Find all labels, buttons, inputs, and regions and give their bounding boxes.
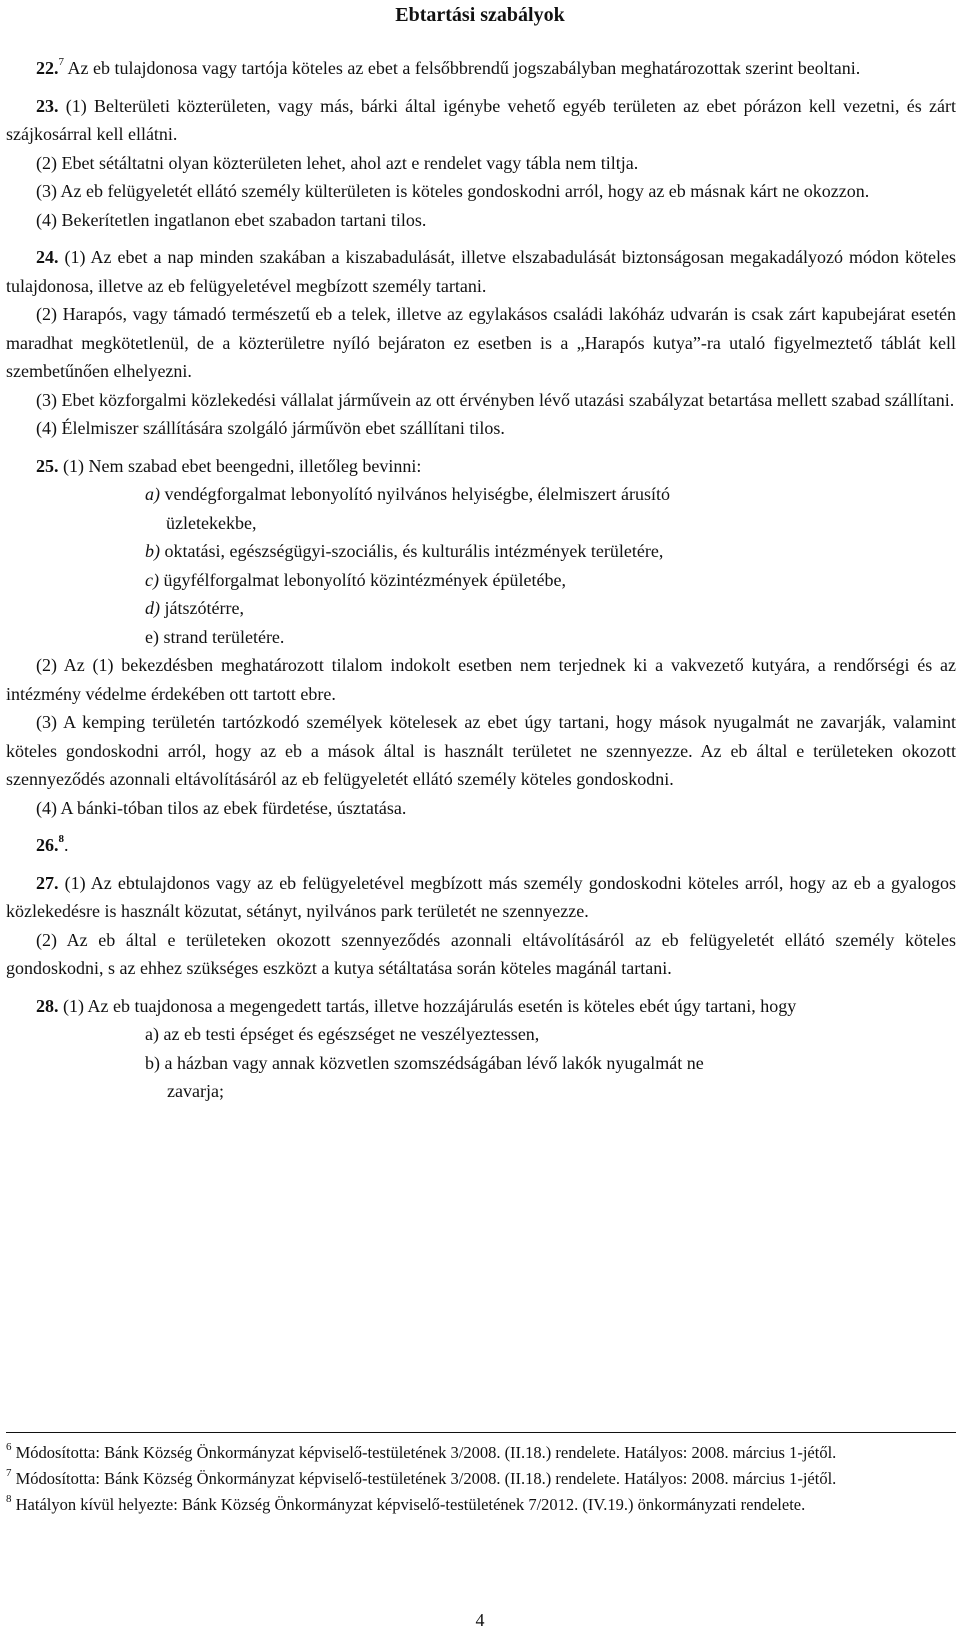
footnotes bbox=[6, 1442, 956, 1520]
paragraph: (3) A kemping területén tartózkodó személyek kötelesek az ebet úgy tartani, hogy mások nyugalmát ne zavarják, valamint köteles gondoskodni arról, hogy az eb a mások által is használt területet ne szennyezze. Az eb által e területeken okozott szennyeződés azonnali eltávolításáról az eb felügyeletét ellátó személy köteles gondoskodni. bbox=[6, 712, 956, 789]
list-text: vendégforgalmat lebonyolító nyilvános helyiségbe, élelmiszert árusító bbox=[160, 484, 671, 504]
paragraph: (3) Az eb felügyeletét ellátó személy külterületen is köteles gondoskodni arról, hogy az eb másnak kárt ne okozzon. bbox=[36, 181, 870, 201]
paragraph-text: (2) Az (1) bekezdésben meghatározott tilalom indokolt esetben nem terjednek ki a vakvezető kutyára, a rendőrségi és az intézmény védelme érdekében ott tartott ebre. bbox=[6, 655, 956, 704]
section-number: 27. bbox=[36, 872, 59, 893]
list-text: ügyfélforgalmat lebonyolító közintézmények épületébe, bbox=[158, 569, 567, 590]
section-number: 28. bbox=[36, 995, 59, 1016]
list-item bbox=[6, 537, 956, 566]
section-number: 25. bbox=[36, 455, 59, 476]
list-text-continuation: üzletekekbe, bbox=[166, 512, 257, 533]
list-letter: e) bbox=[145, 626, 159, 647]
footnote-separator bbox=[6, 1432, 956, 1433]
list-letter: c) bbox=[145, 569, 159, 590]
section-number: 23. bbox=[36, 95, 59, 116]
paragraph: (3) Ebet közforgalmi közlekedési vállalat járművein az ott érvényben lévő utazási szabályzat betartása mellett szabad szállítani. bbox=[36, 389, 955, 410]
page-title: Ebtartási szabályok bbox=[395, 4, 565, 26]
paragraph: (2) Harapós, vagy támadó természetű eb a telek, illetve az egylakásos családi lakóház udvarán is csak zárt kapubejárat esetén maradhat megkötetlenül, de a közterületre nyíló bejáraton ez esetben is a „Harapós kutya”-ra utaló figyelmeztető táblát kell szembetűnően elhelyezni. bbox=[6, 304, 956, 381]
paragraph-text: (1) Nem szabad ebet beengedni, illetőleg bevinni: bbox=[58, 455, 422, 476]
list-item bbox=[6, 1020, 956, 1049]
footnote-number: 6 bbox=[6, 1441, 12, 1453]
section-25 bbox=[6, 452, 956, 481]
footnote-text: Módosította: Bánk Község Önkormányzat képviselő-testületének 3/2008. (II.18.) rendelete. Hatályos: 2008. március 1-jétől. bbox=[11, 1443, 837, 1462]
paragraph-text: (1) Az ebtulajdonos vagy az eb felügyeletével megbízott más személy gondoskodni köteles arról, hogy az eb a gyalogos közlekedésre is használt közutat, sétányt, nyilvános park területét ne szennyezze. bbox=[6, 872, 956, 921]
list-text: játszótérre, bbox=[160, 598, 244, 618]
list-text: oktatási, egészségügyi-szociális, és kulturális intézmények területére, bbox=[160, 541, 664, 561]
section-28 bbox=[6, 992, 956, 1021]
list-item bbox=[6, 480, 956, 537]
list-item bbox=[6, 566, 956, 595]
paragraph-text: (1) Az ebet a nap minden szakában a kiszabadulását, illetve elszabadulását biztonságosan megakadályozó módon köteles tulajdonosa, illetve az eb felügyeletével megbízott személy tartani. bbox=[6, 247, 956, 296]
list-text-continuation: zavarja; bbox=[167, 1081, 224, 1101]
prohibited-places-list bbox=[6, 480, 956, 651]
list-text: strand területére. bbox=[158, 626, 285, 647]
paragraph bbox=[6, 651, 956, 708]
owner-obligations-list bbox=[6, 1020, 956, 1106]
paragraph-text: (1) Az eb tuajdonosa a megengedett tartás, illetve hozzájárulás esetén is köteles ebét úgy tartani, hogy bbox=[58, 995, 797, 1016]
list-text: a) az eb testi épséget és egészséget ne veszélyeztessen, bbox=[145, 1024, 540, 1044]
footnote-number: 8 bbox=[6, 1493, 12, 1505]
paragraph: (4) Bekerítetlen ingatlanon ebet szabadon tartani tilos. bbox=[36, 209, 427, 230]
section-number: 26. bbox=[36, 835, 59, 855]
footnote-ref[interactable]: 7 bbox=[58, 56, 64, 68]
footnote-item bbox=[6, 1494, 956, 1516]
paragraph: (4) A bánki-tóban tilos az ebek fürdetése, úsztatása. bbox=[36, 797, 407, 818]
section-22 bbox=[6, 54, 956, 83]
footnote-number: 7 bbox=[6, 1467, 12, 1479]
section-24 bbox=[6, 243, 956, 300]
footnote-text: Hatályon kívül helyezte: Bánk Község Önkormányzat képviselő-testületének 7/2012. (IV.19.) önkormányzati rendelete. bbox=[11, 1495, 806, 1514]
section-text: Az eb tulajdonosa vagy tartója köteles az ebet a felsőbbrendű jogszabályban meghatározottak szerint beoltani. bbox=[64, 58, 861, 78]
paragraph: (4) Élelmiszer szállítására szolgáló járművön ebet szállítani tilos. bbox=[36, 418, 505, 438]
paragraph: (2) Az eb által e területeken okozott szennyeződés azonnali eltávolításáról az eb felügyeletét ellátó személy köteles gondoskodni, s az ehhez szükséges eszközt a kutya sétáltatása során köteles magánál tartani. bbox=[6, 929, 956, 978]
paragraph-text: (1) Belterületi közterületen, vagy más, bárki által igénybe vehető egyéb területen az ebet pórázon kell vezetni, és zárt szájkosárral kell ellátni. bbox=[6, 95, 956, 144]
footnote-item bbox=[6, 1468, 956, 1490]
list-letter: a) bbox=[145, 484, 160, 504]
list-letter: b) bbox=[145, 541, 160, 561]
list-text: b) a házban vagy annak közvetlen szomszédságában lévő lakók nyugalmát ne bbox=[145, 1052, 704, 1073]
list-item bbox=[6, 623, 956, 652]
section-number: 24. bbox=[36, 247, 59, 267]
list-letter: d) bbox=[145, 598, 160, 618]
section-26 bbox=[6, 831, 956, 860]
document-body bbox=[6, 54, 956, 1106]
page-number: 4 bbox=[475, 1610, 485, 1630]
footnote-text: Módosította: Bánk Község Önkormányzat képviselő-testületének 3/2008. (II.18.) rendelete. Hatályos: 2008. március 1-jétől. bbox=[11, 1469, 837, 1488]
footnote-ref[interactable]: 8 bbox=[58, 833, 64, 845]
section-tail: . bbox=[64, 835, 69, 855]
paragraph: (2) Ebet sétáltatni olyan közterületen lehet, ahol azt e rendelet vagy tábla nem tiltja. bbox=[36, 152, 639, 173]
section-23 bbox=[6, 92, 956, 149]
footnote-item bbox=[6, 1442, 956, 1464]
section-27 bbox=[6, 869, 956, 926]
list-item bbox=[6, 594, 956, 623]
list-item bbox=[6, 1049, 956, 1106]
section-number: 22. bbox=[36, 58, 59, 78]
